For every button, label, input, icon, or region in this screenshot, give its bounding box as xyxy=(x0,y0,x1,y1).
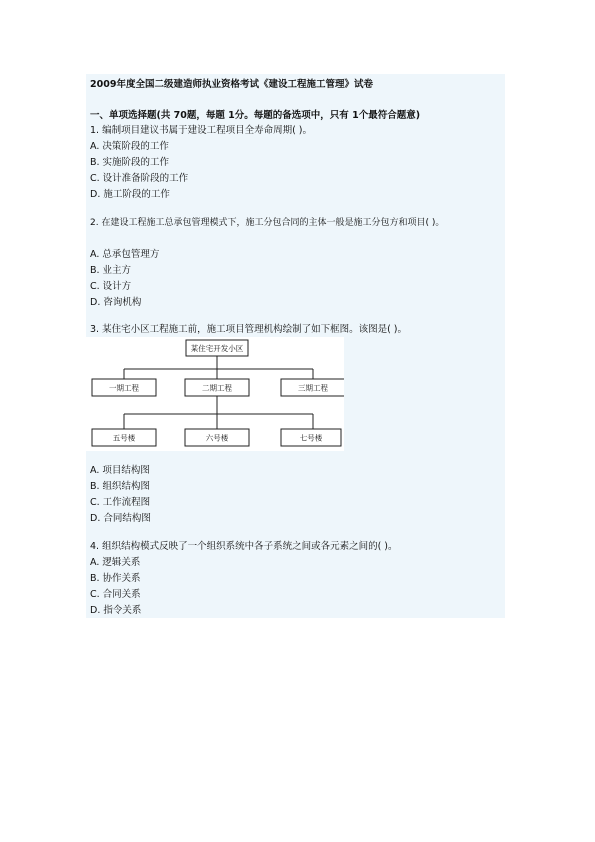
question-3-option-c: C. 工作流程图 xyxy=(90,497,151,508)
question-3-stem: 3. 某住宅小区工程施工前，施工项目管理机构绘制了如下框图。该图是( )。 xyxy=(90,324,408,335)
question-4-option-c: C. 合同关系 xyxy=(90,589,141,600)
question-4-option-b: B. 协作关系 xyxy=(90,573,141,584)
section-heading: 一、单项选择题(共 70题，每题 1分。每题的备选项中，只有 1个最符合题意) xyxy=(90,110,421,121)
project-structure-diagram xyxy=(86,337,344,451)
question-2-stem: 2. 在建设工程施工总承包管理模式下，施工分包合同的主体一般是施工分包方和项目( )。 xyxy=(90,218,445,228)
diagram-root-label: 某住宅开发小区 xyxy=(190,344,244,353)
diagram-phase-1-label: 一期工程 xyxy=(109,383,139,393)
question-2-option-d: D. 咨询机构 xyxy=(90,297,142,308)
question-3-option-a: A. 项目结构图 xyxy=(90,465,150,476)
question-1-option-c: C. 设计准备阶段的工作 xyxy=(90,173,189,184)
question-2-option-c: C. 设计方 xyxy=(90,281,132,292)
question-4-stem: 4. 组织结构模式反映了一个组织系统中各子系统之间或各元素之间的( )。 xyxy=(90,541,398,552)
question-3-option-b: B. 组织结构图 xyxy=(90,481,151,492)
question-1-option-d: D. 施工阶段的工作 xyxy=(90,189,170,200)
question-2-option-a: A. 总承包管理方 xyxy=(90,249,160,260)
question-4-option-a: A. 逻辑关系 xyxy=(90,557,141,568)
diagram-building-5-label: 五号楼 xyxy=(112,433,136,443)
exam-title: 2009年度全国二级建造师执业资格考试《建设工程施工管理》试卷 xyxy=(90,79,373,90)
question-3-option-d: D. 合同结构图 xyxy=(90,513,151,524)
diagram-building-7-label: 七号楼 xyxy=(299,433,323,443)
diagram-phase-3-label: 三期工程 xyxy=(298,383,328,393)
question-4-option-d: D. 指令关系 xyxy=(90,605,142,616)
question-1-stem: 1. 编制项目建议书属于建设工程项目全寿命周期( )。 xyxy=(90,125,313,136)
diagram-phase-2-label: 二期工程 xyxy=(202,383,232,393)
question-1-option-a: A. 决策阶段的工作 xyxy=(90,141,169,152)
question-2-option-b: B. 业主方 xyxy=(90,265,132,276)
question-1-option-b: B. 实施阶段的工作 xyxy=(90,157,170,168)
diagram-building-6-label: 六号楼 xyxy=(205,433,229,443)
